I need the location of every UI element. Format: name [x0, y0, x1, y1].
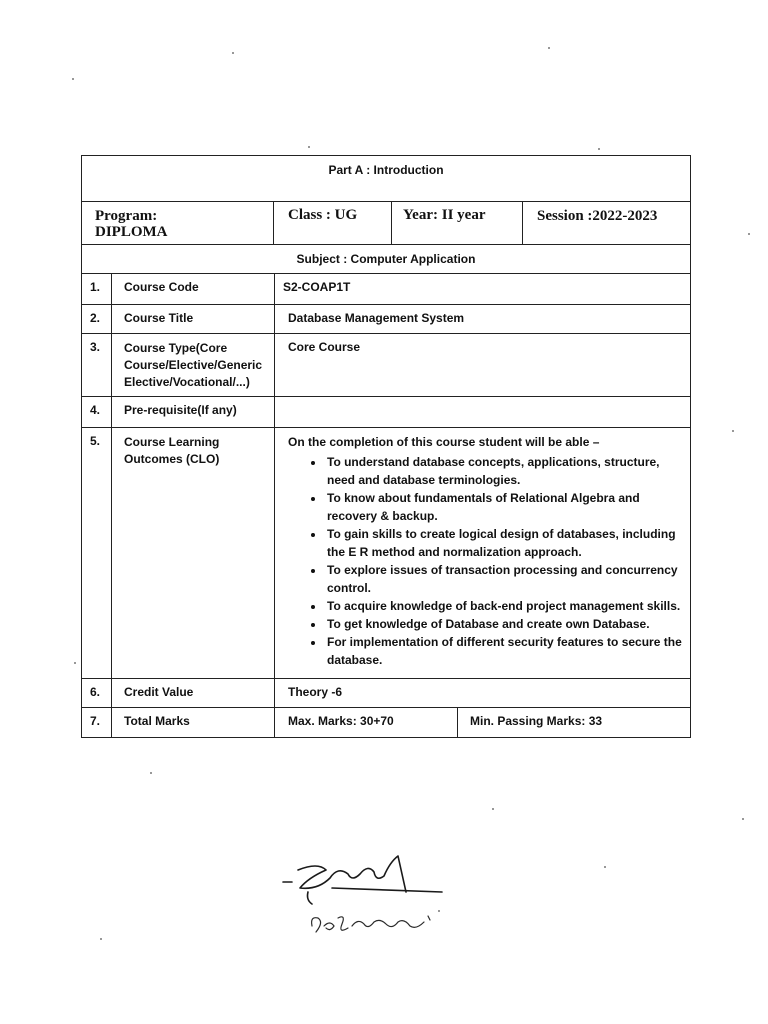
row-value: Core Course	[288, 340, 361, 354]
info-row	[82, 202, 690, 245]
row-value: Theory -6	[288, 685, 343, 699]
row-number: 3.	[82, 334, 112, 396]
part-title: Part A : Introduction	[328, 163, 444, 177]
table-row	[82, 334, 690, 397]
header-row	[82, 156, 690, 202]
list-item: • For implementation of different security features to secure the database.	[325, 633, 690, 669]
row-number: 1.	[82, 274, 112, 304]
program-label: Program:	[95, 208, 158, 224]
list-item: • To acquire knowledge of back-end project management skills.	[325, 597, 690, 615]
row-value: S2-COAP1T	[283, 280, 351, 294]
program-value: DIPLOMA	[95, 224, 168, 240]
row-number: 6.	[82, 679, 112, 707]
table-row	[82, 708, 690, 737]
list-item: • To understand database concepts, applications, structure, need and database terminologies.	[325, 453, 690, 489]
list-item: • To gain skills to create logical design of databases, including the E R method and normalization approach.	[325, 525, 690, 561]
row-number: 2.	[82, 305, 112, 333]
table-row	[82, 274, 690, 305]
row-label: Course Code	[112, 274, 275, 304]
row-label: Pre-requisite(If any)	[112, 397, 275, 427]
program-cell	[82, 202, 274, 244]
signature	[278, 848, 468, 948]
row-value	[275, 397, 690, 427]
subject-title: Subject : Computer Application	[296, 252, 476, 266]
row-number: 7.	[82, 708, 112, 737]
table-row	[82, 305, 690, 334]
row-label: Total Marks	[112, 708, 275, 737]
row-number: 4.	[82, 397, 112, 427]
table-row	[82, 397, 690, 428]
list-item: • To know about fundamentals of Relational Algebra and recovery & backup.	[325, 489, 690, 525]
clo-intro: On the completion of this course student will be able –	[288, 435, 600, 449]
class-cell: Class : UG	[274, 202, 392, 244]
table-row	[82, 679, 690, 708]
year-cell: Year: II year	[392, 202, 523, 244]
course-table	[81, 155, 691, 738]
row-number: 5.	[82, 428, 112, 678]
session-cell: Session :2022-2023	[537, 208, 658, 224]
row-label: Course Title	[112, 305, 275, 333]
min-marks: Min. Passing Marks: 33	[470, 714, 603, 728]
subject-row	[82, 245, 690, 274]
clo-list	[288, 453, 690, 669]
row-label: Course Learning Outcomes (CLO)	[112, 428, 275, 678]
list-item: • To get knowledge of Database and create own Database.	[325, 615, 690, 633]
table-row	[82, 428, 690, 679]
max-marks: Max. Marks: 30+70	[275, 708, 458, 737]
row-label: Course Type(Core Course/Elective/Generic Elective/Vocational/...)	[112, 334, 275, 396]
row-label: Credit Value	[112, 679, 275, 707]
list-item: • To explore issues of transaction processing and concurrency control.	[325, 561, 690, 597]
clo-cell	[275, 428, 690, 678]
row-value: Database Management System	[288, 311, 465, 325]
